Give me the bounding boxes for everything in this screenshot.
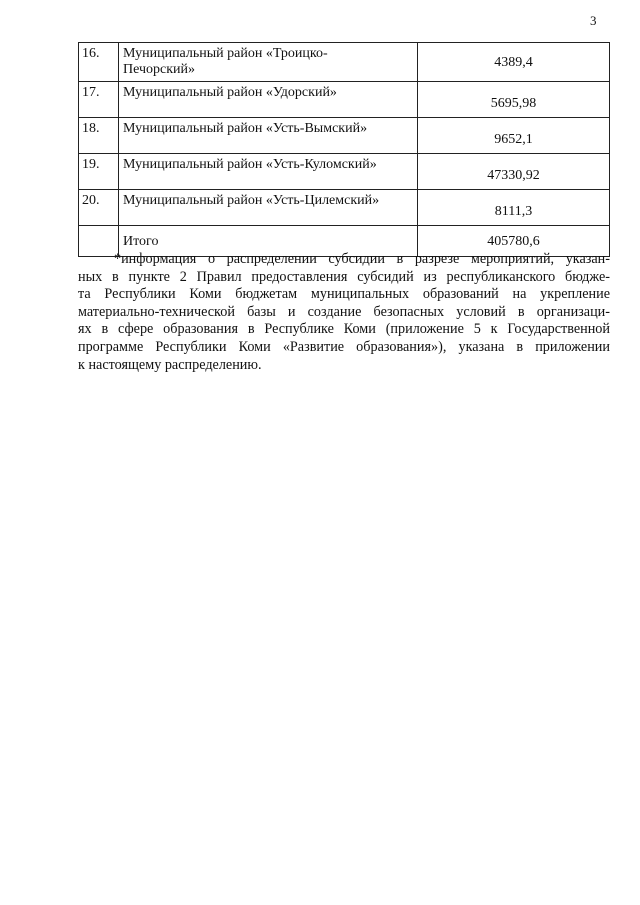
row-number: 20. <box>79 190 119 226</box>
municipality-name: Муниципальный район «Удорский» <box>119 82 418 118</box>
municipality-name-line: Муниципальный район «Троицко- <box>123 46 328 61</box>
table-row <box>79 154 610 190</box>
row-number: 17. <box>79 82 119 118</box>
row-number: 19. <box>79 154 119 190</box>
footnote-line: ях в сфере образования в Республике Коми (приложение 5 к Государственной <box>78 321 610 338</box>
subsidy-amount: 47330,92 <box>418 154 610 190</box>
table-row <box>79 43 610 82</box>
municipality-name: Муниципальный район «Усть-Вымский» <box>119 118 418 154</box>
subsidy-amount: 4389,4 <box>418 43 610 82</box>
municipality-name-line: Печорский» <box>123 62 196 77</box>
municipality-name <box>119 43 418 82</box>
footnote-paragraph <box>78 251 610 374</box>
page-number: 3 <box>590 13 597 28</box>
subsidy-distribution-table <box>78 42 610 257</box>
table-row <box>79 190 610 226</box>
total-label: Итого <box>119 226 418 257</box>
row-number: 18. <box>79 118 119 154</box>
row-number: 16. <box>79 43 119 82</box>
footnote-line: программе Республики Коми «Развитие образования»), указана в приложении <box>78 338 610 355</box>
footnote-line: материально-технической базы и создание безопасных условий в организаци- <box>78 303 610 320</box>
table-row <box>79 118 610 154</box>
footnote-line: *информация о распределении субсидии в разрезе мероприятий, указан- <box>114 251 610 267</box>
table-row <box>79 82 610 118</box>
subsidy-amount: 5695,98 <box>418 82 610 118</box>
footnote-line: к настоящему распределению. <box>78 356 262 373</box>
municipality-name: Муниципальный район «Усть-Куломский» <box>119 154 418 190</box>
municipality-name: Муниципальный район «Усть-Цилемский» <box>119 190 418 226</box>
footnote-line: ных в пункте 2 Правил предоставления субсидий из республиканского бюдже- <box>78 268 610 285</box>
subsidy-amount: 9652,1 <box>418 118 610 154</box>
footnote-line: та Республики Коми бюджетам муниципальных образований на укрепление <box>78 286 610 303</box>
subsidy-amount: 8111,3 <box>418 190 610 226</box>
total-amount: 405780,6 <box>418 226 610 257</box>
